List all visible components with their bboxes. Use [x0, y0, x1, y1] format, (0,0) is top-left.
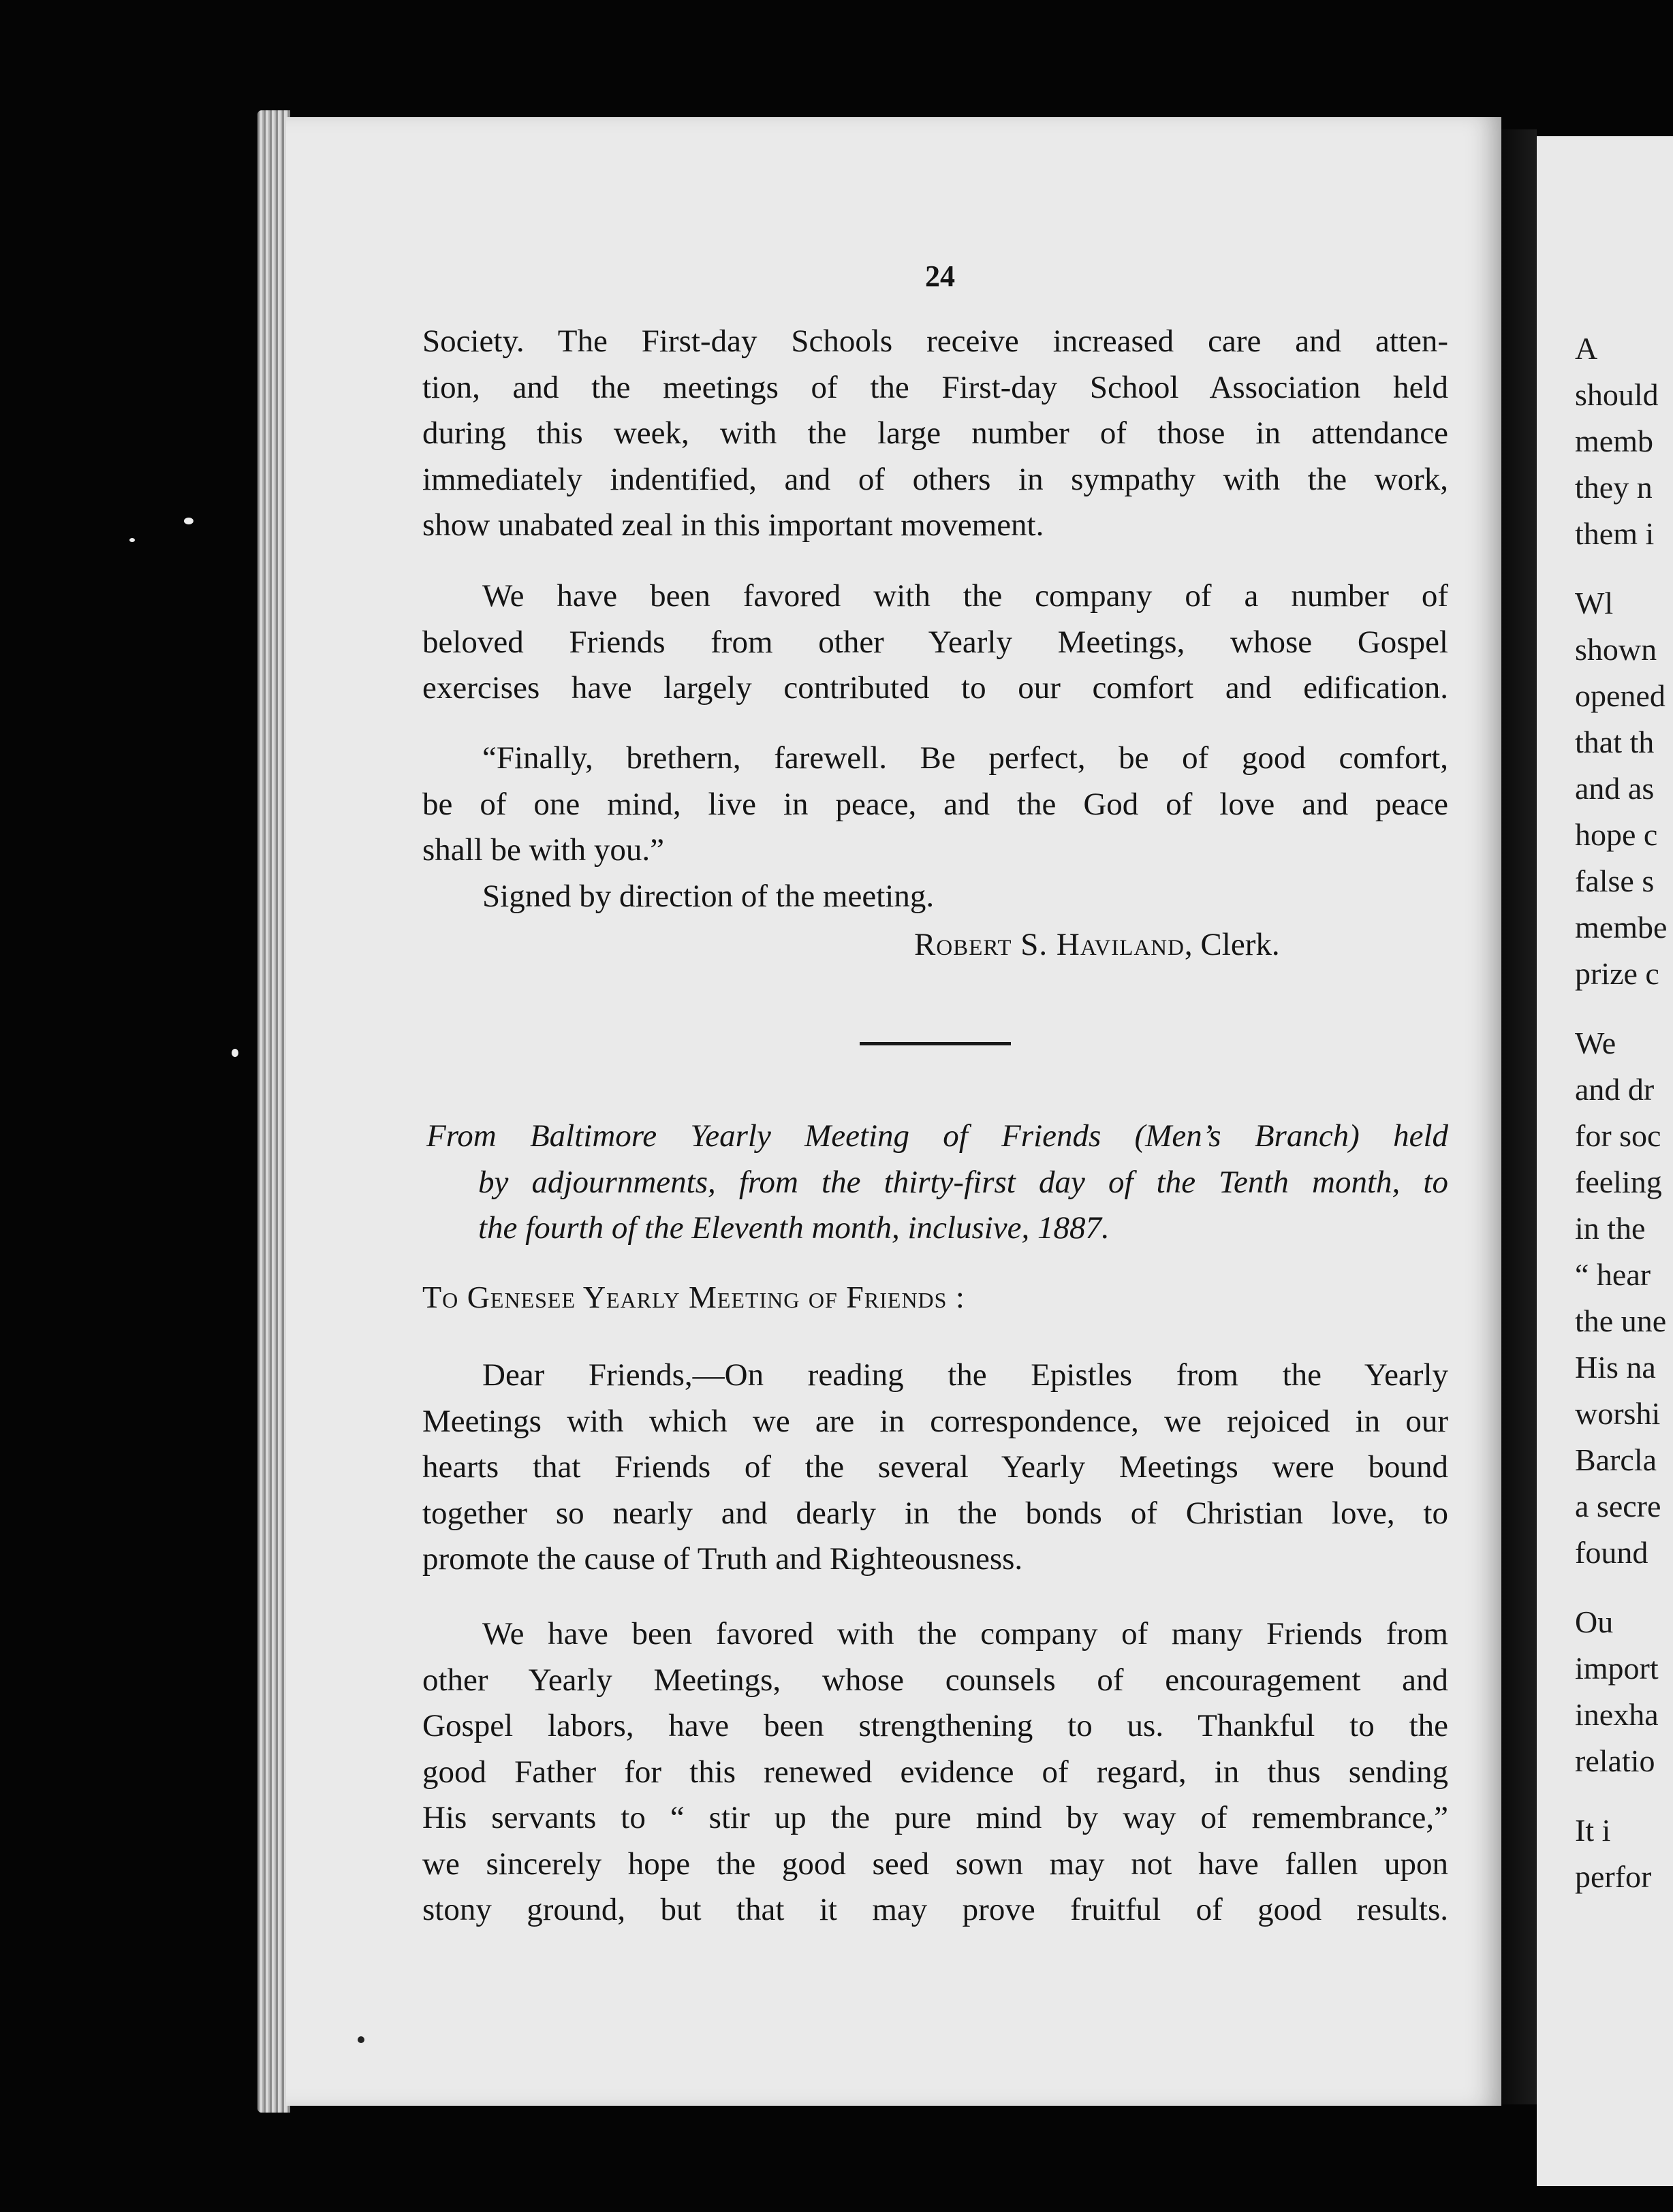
right-page-fragment: shown — [1575, 632, 1657, 667]
right-page-fragment: “ hear — [1575, 1257, 1651, 1292]
text-line: Meetings with which we are in correspondence, we rejoiced in our — [422, 1403, 1448, 1439]
text-line: Dear Friends,—On reading the Epistles from the Yearly — [482, 1357, 1448, 1393]
right-page-fragment: a secre — [1575, 1489, 1661, 1523]
right-page-gap — [1575, 1576, 1673, 1599]
right-page-fragment: We — [1575, 1026, 1616, 1060]
text-line: good Father for this renewed evidence of regard, in thus sending — [422, 1754, 1448, 1790]
right-page-fragment: feeling — [1575, 1165, 1662, 1199]
text-line: tion, and the meetings of the First-day School Association held — [422, 369, 1448, 405]
right-page-fragment: that th — [1575, 725, 1655, 759]
right-page-fragment: Barcla — [1575, 1442, 1657, 1477]
text-line: Gospel labors, have been strengthening to us. Thankful to the — [422, 1708, 1448, 1743]
right-page-fragment: import — [1575, 1651, 1659, 1686]
right-page-fragment: and as — [1575, 771, 1655, 806]
right-page-fragment: memb — [1575, 424, 1653, 458]
text-line: during this week, with the large number of those in attendance — [422, 415, 1448, 451]
right-page-fragment: membe — [1575, 910, 1668, 945]
dust-speck — [184, 518, 193, 524]
text-line: We have been favored with the company of many Friends from — [482, 1616, 1448, 1652]
right-page-fragment: Ou — [1575, 1605, 1614, 1639]
clerk-name: Robert S. Haviland — [914, 927, 1185, 962]
right-page-fragment: they n — [1575, 470, 1653, 505]
salutation-address: To Genesee Yearly Meeting of Friends : — [422, 1280, 965, 1314]
signed-line — [422, 874, 1448, 920]
right-page-fragment: for soc — [1575, 1118, 1661, 1153]
section-divider — [860, 1042, 1011, 1045]
right-page-fragment: false s — [1575, 864, 1655, 898]
text-line: “Finally, brethern, farewell. Be perfect, be of good comfort, — [482, 740, 1448, 776]
text-line: His servants to “ stir up the pure mind by way of remembrance,” — [422, 1800, 1448, 1835]
text-line: be of one mind, live in peace, and the God of love and peace — [422, 786, 1448, 822]
right-page-fragment: and dr — [1575, 1072, 1655, 1107]
right-page-fragment: perfor — [1575, 1859, 1652, 1894]
heading-line: From Baltimore Yearly Meeting of Friends (Men’s Branch) held — [426, 1118, 1448, 1154]
text-line: other Yearly Meetings, whose counsels of encouragement and — [422, 1662, 1448, 1698]
dust-speck — [358, 2036, 364, 2043]
text-line: promote the cause of Truth and Righteousness. — [422, 1541, 1023, 1577]
book-page-edges — [257, 110, 290, 2113]
book-gutter — [1501, 129, 1537, 2104]
right-page-fragment: worshi — [1575, 1396, 1661, 1431]
text-line: Society. The First-day Schools receive increased care and atten- — [422, 323, 1448, 359]
text-line: exercises have largely contributed to our comfort and edification. — [422, 670, 1448, 706]
text-line: together so nearly and dearly in the bonds of Christian love, to — [422, 1495, 1448, 1531]
text-line: hearts that Friends of the several Yearly Meetings were bound — [422, 1449, 1448, 1485]
right-page-fragment: inexha — [1575, 1697, 1659, 1732]
dust-speck — [232, 1049, 238, 1057]
epistle-heading — [426, 1113, 1448, 1252]
right-page-fragment: the une — [1575, 1304, 1667, 1338]
right-page-fragment: A — [1575, 331, 1598, 366]
text-line: Signed by direction of the meeting. — [482, 879, 935, 914]
clerk-title: Clerk. — [1200, 927, 1280, 962]
heading-line: the fourth of the Eleventh month, inclusive, 1887. — [478, 1210, 1110, 1246]
text-line: stony ground, but that it may prove fruitful of good results. — [422, 1892, 1448, 1927]
paragraph-society — [422, 319, 1448, 549]
right-page-text — [1575, 326, 1673, 1900]
right-page-fragment: It i — [1575, 1813, 1611, 1848]
paragraph-farewell — [422, 736, 1448, 874]
right-page-fragment: in the — [1575, 1211, 1646, 1246]
paragraph-favored — [422, 573, 1448, 712]
text-line: we sincerely hope the good seed sown may not have fallen upon — [422, 1846, 1448, 1882]
dust-speck — [129, 538, 135, 542]
right-page-fragment: prize c — [1575, 956, 1659, 991]
right-page-fragment: opened — [1575, 678, 1666, 713]
text-line: show unabated zeal in this important movement. — [422, 507, 1044, 543]
text-line: beloved Friends from other Yearly Meetings, whose Gospel — [422, 624, 1448, 660]
text-line: We have been favored with the company of a number of — [482, 578, 1448, 614]
right-page-fragment: found — [1575, 1535, 1648, 1570]
right-page-fragment: them i — [1575, 516, 1655, 551]
right-page-fragment: Wl — [1575, 586, 1614, 620]
right-page-gap — [1575, 557, 1673, 580]
paragraph-company — [422, 1611, 1448, 1933]
page-number: 24 — [925, 259, 955, 293]
right-page-gap — [1575, 1784, 1673, 1807]
heading-line: by adjournments, from the thirty-first day of the Tenth month, to — [478, 1164, 1448, 1200]
paragraph-dear-friends — [422, 1353, 1448, 1583]
text-line: shall be with you.” — [422, 832, 665, 868]
right-page-fragment: His na — [1575, 1350, 1656, 1385]
right-page-fragment: relatio — [1575, 1743, 1655, 1778]
right-page-fragment: should — [1575, 377, 1659, 412]
clerk-signature: Robert S. Haviland, Clerk. — [914, 927, 1280, 962]
right-page-fragment: hope c — [1575, 817, 1658, 852]
right-page-gap — [1575, 997, 1673, 1020]
text-line: immediately indentified, and of others in sympathy with the work, — [422, 461, 1448, 497]
